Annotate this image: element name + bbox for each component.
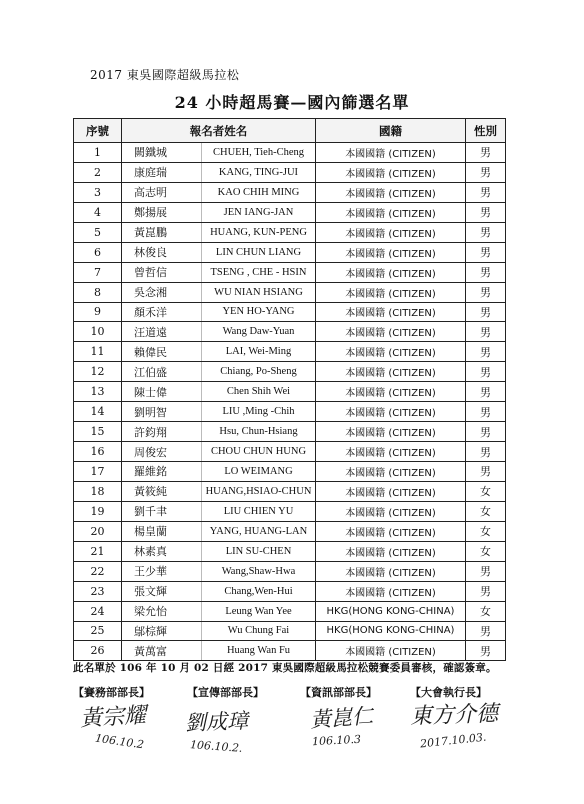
table-row <box>74 182 506 202</box>
signature-label-publicity: 【宣傳部部長】 <box>187 686 264 699</box>
number-cell: 5 <box>74 222 122 242</box>
signature-label-operations: 【賽務部部長】 <box>73 686 150 699</box>
nationality-cell: 本國國籍 (CITIZEN) <box>316 182 466 202</box>
table-row <box>74 143 506 163</box>
chinese-name-cell: 汪道遠 <box>122 322 202 342</box>
number-cell: 19 <box>74 501 122 521</box>
table-row <box>74 342 506 362</box>
table-row <box>74 242 506 262</box>
table-row <box>74 481 506 501</box>
signature-date-publicity: 106.10.2. <box>189 738 243 755</box>
english-name-cell: Chiang, Po-Sheng <box>202 362 316 382</box>
gender-cell: 男 <box>466 462 506 482</box>
gender-cell: 男 <box>466 581 506 601</box>
chinese-name-cell: 顏禾洋 <box>122 302 202 322</box>
table-row <box>74 402 506 422</box>
table-row <box>74 222 506 242</box>
gender-cell: 女 <box>466 541 506 561</box>
signature-date-information: 106.10.3 <box>311 732 362 749</box>
nationality-cell: 本國國籍 (CITIZEN) <box>316 202 466 222</box>
gender-cell: 男 <box>466 262 506 282</box>
nationality-cell: 本國國籍 (CITIZEN) <box>316 462 466 482</box>
gender-cell: 男 <box>466 143 506 163</box>
english-name-cell: YEN HO-YANG <box>202 302 316 322</box>
signature-date-executive: 2017.10.03. <box>419 730 487 751</box>
english-name-cell: LO WEIMANG <box>202 462 316 482</box>
nationality-cell: 本國國籍 (CITIZEN) <box>316 521 466 541</box>
nationality-cell: 本國國籍 (CITIZEN) <box>316 481 466 501</box>
gender-cell: 男 <box>466 561 506 581</box>
nationality-cell: 本國國籍 (CITIZEN) <box>316 501 466 521</box>
chinese-name-cell: 林俊良 <box>122 242 202 262</box>
table-row <box>74 521 506 541</box>
number-cell: 25 <box>74 621 122 641</box>
number-cell: 7 <box>74 262 122 282</box>
gender-cell: 男 <box>466 362 506 382</box>
number-cell: 3 <box>74 182 122 202</box>
chinese-name-cell: 吳念湘 <box>122 282 202 302</box>
roster-table <box>73 118 506 661</box>
chinese-name-cell: 闕鐵城 <box>122 143 202 163</box>
col-header-number: 序號 <box>74 119 122 143</box>
nationality-cell: 本國國籍 (CITIZEN) <box>316 242 466 262</box>
chinese-name-cell: 劉明智 <box>122 402 202 422</box>
gender-cell: 男 <box>466 342 506 362</box>
gender-cell: 女 <box>466 601 506 621</box>
review-note: 此名單於 106 年 10 月 02 日經 2017 東吳國際超級馬拉松競賽委員審核，確認簽章。 <box>73 662 497 674</box>
nationality-cell: 本國國籍 (CITIZEN) <box>316 143 466 163</box>
number-cell: 9 <box>74 302 122 322</box>
col-header-name: 報名者姓名 <box>122 119 316 143</box>
number-cell: 18 <box>74 481 122 501</box>
nationality-cell: 本國國籍 (CITIZEN) <box>316 342 466 362</box>
nationality-cell: 本國國籍 (CITIZEN) <box>316 581 466 601</box>
number-cell: 11 <box>74 342 122 362</box>
signature-date-operations: 106.10.2 <box>94 731 145 752</box>
signature-label-executive: 【大會執行長】 <box>410 686 487 699</box>
chinese-name-cell: 梁允怡 <box>122 601 202 621</box>
gender-cell: 男 <box>466 162 506 182</box>
chinese-name-cell: 楊皇蘭 <box>122 521 202 541</box>
chinese-name-cell: 鄭揚展 <box>122 202 202 222</box>
nationality-cell: 本國國籍 (CITIZEN) <box>316 262 466 282</box>
table-row <box>74 362 506 382</box>
signature-executive: 東方介德 <box>409 701 499 730</box>
english-name-cell: LAI, Wei-Ming <box>202 342 316 362</box>
nationality-cell: 本國國籍 (CITIZEN) <box>316 322 466 342</box>
gender-cell: 男 <box>466 182 506 202</box>
nationality-cell: 本國國籍 (CITIZEN) <box>316 382 466 402</box>
table-row <box>74 621 506 641</box>
gender-cell: 女 <box>466 501 506 521</box>
english-name-cell: Wang Daw-Yuan <box>202 322 316 342</box>
table-row <box>74 442 506 462</box>
english-name-cell: KAO CHIH MING <box>202 182 316 202</box>
number-cell: 24 <box>74 601 122 621</box>
col-header-nationality: 國籍 <box>316 119 466 143</box>
event-header: 2017 東吳國際超級馬拉松 <box>90 68 240 82</box>
number-cell: 26 <box>74 641 122 661</box>
chinese-name-cell: 黃崑鵬 <box>122 222 202 242</box>
gender-cell: 男 <box>466 302 506 322</box>
number-cell: 8 <box>74 282 122 302</box>
signature-label-information: 【資訊部部長】 <box>300 686 377 699</box>
signature-publicity: 劉成璋 <box>184 708 249 736</box>
chinese-name-cell: 許鈞翔 <box>122 422 202 442</box>
chinese-name-cell: 劉千聿 <box>122 501 202 521</box>
chinese-name-cell: 周俊宏 <box>122 442 202 462</box>
table-row <box>74 581 506 601</box>
english-name-cell: CHUEH, Tieh-Cheng <box>202 143 316 163</box>
english-name-cell: JEN IANG-JAN <box>202 202 316 222</box>
chinese-name-cell: 賴偉民 <box>122 342 202 362</box>
number-cell: 21 <box>74 541 122 561</box>
english-name-cell: Leung Wan Yee <box>202 601 316 621</box>
table-row <box>74 302 506 322</box>
number-cell: 16 <box>74 442 122 462</box>
number-cell: 2 <box>74 162 122 182</box>
gender-cell: 男 <box>466 422 506 442</box>
number-cell: 15 <box>74 422 122 442</box>
table-row <box>74 641 506 661</box>
number-cell: 20 <box>74 521 122 541</box>
chinese-name-cell: 鄔棕輝 <box>122 621 202 641</box>
number-cell: 14 <box>74 402 122 422</box>
nationality-cell: 本國國籍 (CITIZEN) <box>316 222 466 242</box>
gender-cell: 男 <box>466 382 506 402</box>
english-name-cell: KANG, TING-JUI <box>202 162 316 182</box>
english-name-cell: LIN CHUN LIANG <box>202 242 316 262</box>
number-cell: 4 <box>74 202 122 222</box>
nationality-cell: 本國國籍 (CITIZEN) <box>316 402 466 422</box>
number-cell: 1 <box>74 143 122 163</box>
table-row <box>74 561 506 581</box>
number-cell: 17 <box>74 462 122 482</box>
chinese-name-cell: 康庭瑞 <box>122 162 202 182</box>
english-name-cell: Huang Wan Fu <box>202 641 316 661</box>
gender-cell: 男 <box>466 322 506 342</box>
english-name-cell: Wu Chung Fai <box>202 621 316 641</box>
table-row <box>74 282 506 302</box>
nationality-cell: 本國國籍 (CITIZEN) <box>316 541 466 561</box>
chinese-name-cell: 王少華 <box>122 561 202 581</box>
chinese-name-cell: 林素真 <box>122 541 202 561</box>
table-row <box>74 501 506 521</box>
english-name-cell: LIU CHIEN YU <box>202 501 316 521</box>
gender-cell: 男 <box>466 442 506 462</box>
table-row <box>74 322 506 342</box>
chinese-name-cell: 陳士偉 <box>122 382 202 402</box>
number-cell: 6 <box>74 242 122 262</box>
gender-cell: 男 <box>466 621 506 641</box>
chinese-name-cell: 曾哲信 <box>122 262 202 282</box>
col-header-gender: 性別 <box>466 119 506 143</box>
nationality-cell: HKG(HONG KONG-CHINA) <box>316 601 466 621</box>
gender-cell: 女 <box>466 521 506 541</box>
table-row <box>74 541 506 561</box>
gender-cell: 男 <box>466 641 506 661</box>
english-name-cell: LIU ,Ming -Chih <box>202 402 316 422</box>
number-cell: 23 <box>74 581 122 601</box>
nationality-cell: 本國國籍 (CITIZEN) <box>316 302 466 322</box>
english-name-cell: LIN SU-CHEN <box>202 541 316 561</box>
table-row <box>74 162 506 182</box>
chinese-name-cell: 黃筱純 <box>122 481 202 501</box>
nationality-cell: 本國國籍 (CITIZEN) <box>316 641 466 661</box>
chinese-name-cell: 高志明 <box>122 182 202 202</box>
gender-cell: 男 <box>466 282 506 302</box>
gender-cell: 男 <box>466 222 506 242</box>
nationality-cell: 本國國籍 (CITIZEN) <box>316 282 466 302</box>
nationality-cell: 本國國籍 (CITIZEN) <box>316 442 466 462</box>
nationality-cell: 本國國籍 (CITIZEN) <box>316 561 466 581</box>
number-cell: 22 <box>74 561 122 581</box>
signature-operations: 黃宗耀 <box>79 703 147 732</box>
table-row <box>74 422 506 442</box>
number-cell: 13 <box>74 382 122 402</box>
english-name-cell: Wang,Shaw-Hwa <box>202 561 316 581</box>
english-name-cell: Hsu, Chun-Hsiang <box>202 422 316 442</box>
gender-cell: 男 <box>466 402 506 422</box>
document-title: 24 小時超馬賽—國內篩選名單 <box>174 93 410 112</box>
english-name-cell: Chen Shih Wei <box>202 382 316 402</box>
english-name-cell: HUANG,HSIAO-CHUN <box>202 481 316 501</box>
signature-information: 黃崑仁 <box>309 703 374 733</box>
english-name-cell: YANG, HUANG-LAN <box>202 521 316 541</box>
table-row <box>74 262 506 282</box>
chinese-name-cell: 黃萬富 <box>122 641 202 661</box>
number-cell: 10 <box>74 322 122 342</box>
table-row <box>74 202 506 222</box>
nationality-cell: HKG(HONG KONG-CHINA) <box>316 621 466 641</box>
number-cell: 12 <box>74 362 122 382</box>
gender-cell: 男 <box>466 202 506 222</box>
nationality-cell: 本國國籍 (CITIZEN) <box>316 162 466 182</box>
gender-cell: 男 <box>466 242 506 262</box>
english-name-cell: CHOU CHUN HUNG <box>202 442 316 462</box>
nationality-cell: 本國國籍 (CITIZEN) <box>316 422 466 442</box>
english-name-cell: TSENG , CHE - HSIN <box>202 262 316 282</box>
roster-table-header <box>74 119 506 143</box>
english-name-cell: Chang,Wen-Hui <box>202 581 316 601</box>
roster-table-body <box>74 143 506 661</box>
chinese-name-cell: 羅維銘 <box>122 462 202 482</box>
table-row <box>74 601 506 621</box>
gender-cell: 女 <box>466 481 506 501</box>
english-name-cell: HUANG, KUN-PENG <box>202 222 316 242</box>
chinese-name-cell: 張文輝 <box>122 581 202 601</box>
chinese-name-cell: 江伯盛 <box>122 362 202 382</box>
table-row <box>74 382 506 402</box>
nationality-cell: 本國國籍 (CITIZEN) <box>316 362 466 382</box>
table-row <box>74 462 506 482</box>
english-name-cell: WU NIAN HSIANG <box>202 282 316 302</box>
